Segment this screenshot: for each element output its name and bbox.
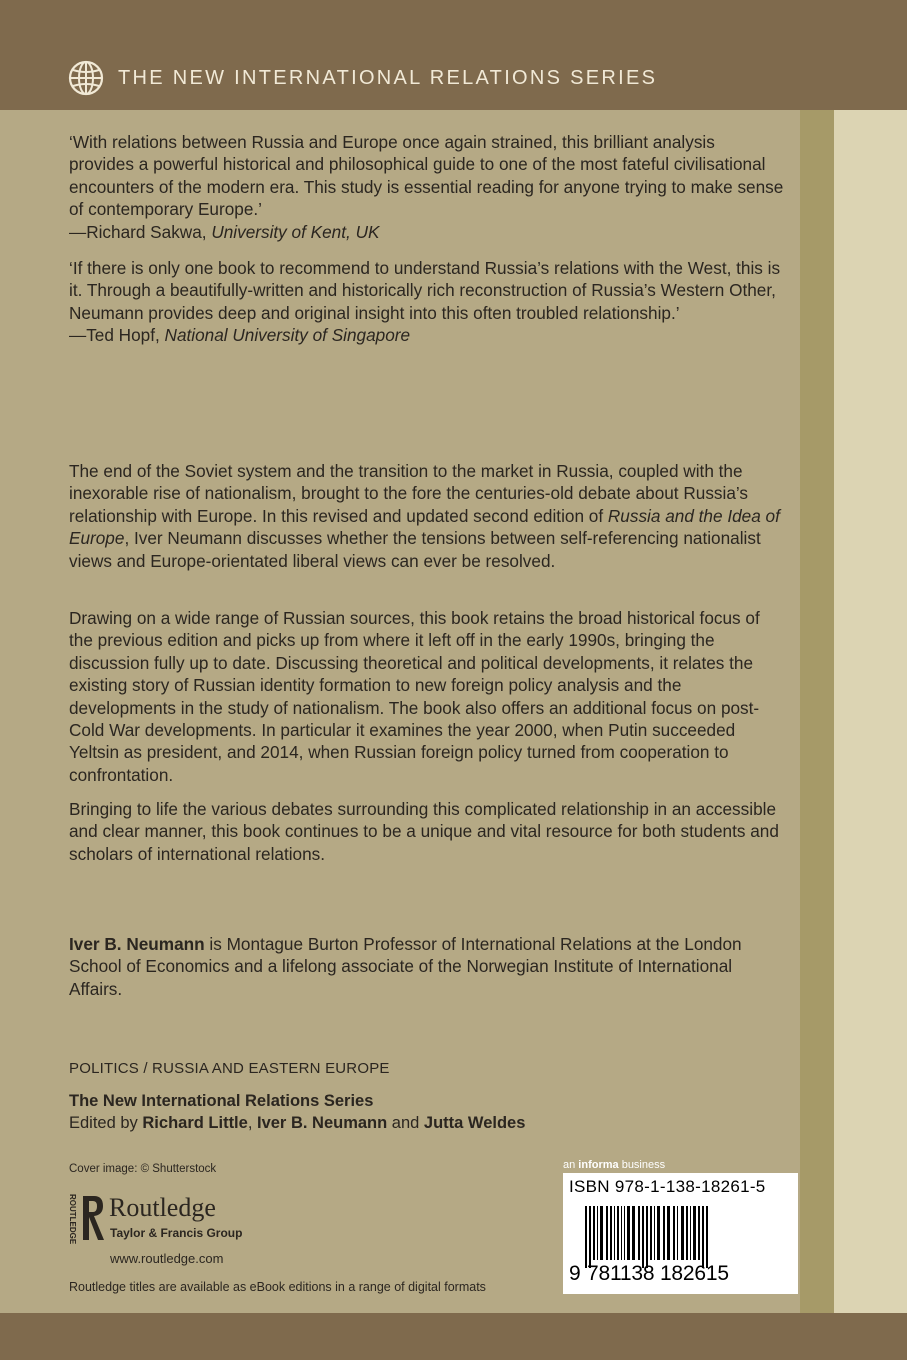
endorsement-affiliation: National University of Singapore	[164, 325, 411, 346]
barcode-bar	[677, 1206, 678, 1260]
barcode-bar	[589, 1206, 591, 1268]
bottom-band	[0, 1313, 907, 1360]
routledge-logo	[65, 1192, 265, 1248]
endorsement-affiliation: University of Kent, UK	[211, 221, 380, 242]
barcode-bar	[673, 1206, 675, 1260]
endorsement-quote: ‘If there is only one book to recommend to understand Russia’s relations with the West, this is it. Through a beautifully-written and historically rich reconstruction of Russia’s Western Other, Neumann provides deep and original insight into this often troubled relationship.’	[69, 258, 781, 323]
edited-by-label: Edited by	[69, 1114, 143, 1132]
barcode-bar	[600, 1206, 603, 1260]
description-paragraph-2	[69, 607, 784, 786]
book-title: Russia and the Idea of Europe	[69, 505, 780, 549]
series-name: The New International Relations Series	[69, 1092, 374, 1110]
editor-separator: and	[387, 1114, 424, 1132]
endorsement-quote: ‘With relations between Russia and Europe once again strained, this brilliant analysis provides a powerful historical and philosophical guide to one of the most fateful civilisational encounters of the modern era. This study is essential reading for anyone trying to make sense of contemporary Europe.’	[69, 132, 784, 220]
cover-image-credit: Cover image: © Shutterstock	[69, 1163, 217, 1175]
barcode-bar	[650, 1206, 652, 1260]
barcode-bar	[681, 1206, 684, 1260]
barcode-bar	[698, 1206, 700, 1260]
barcode-bar	[624, 1206, 625, 1260]
barcode-bar	[632, 1206, 635, 1260]
series-header	[68, 60, 657, 96]
routledge-vertical-mark: ROUTLEDGE	[68, 1194, 77, 1245]
endorsement-attribution	[69, 324, 784, 346]
description-paragraph-3	[69, 798, 784, 865]
description-text: Drawing on a wide range of Russian sources, this book retains the broad historical focus of the previous edition and picks up from where it left off in the early 1990s, bringing the discussion fully up to date. Discussing theoretical and political developments, it relates the existing story of Russian identity formation to new foreign policy analysis and the developments in the study of nationalism. The book also offers an additional focus on post-Cold War developments. In particular it examines the year 2000, when Putin succeeded Yeltsin as president, and 2014, when Russian foreign policy turned from cooperation to confrontation.	[69, 608, 760, 785]
endorsement-attribution	[69, 221, 784, 243]
endorsement-1	[69, 131, 784, 243]
editor-name: Richard Little	[142, 1114, 248, 1132]
barcode-bar	[667, 1206, 670, 1260]
barcode-bar	[706, 1206, 708, 1268]
barcode-bar	[585, 1206, 587, 1268]
description-text: , Iver Neumann discusses whether the tensions between self-referencing nationalist views and Europe-orientated liberal views can ever be resolved.	[69, 528, 761, 571]
barcode-digits: 781138 182615	[587, 1262, 729, 1285]
editor-name: Jutta Weldes	[423, 1114, 526, 1132]
globe-icon	[68, 60, 104, 96]
endorsement-author: —Richard Sakwa,	[69, 221, 212, 242]
publisher-name: Routledge	[109, 1193, 216, 1222]
description-text: Bringing to life the various debates surrounding this complicated relationship in an accessible and clear manner, this book continues to be a unique and vital resource for both students and scholars of international relations.	[69, 799, 779, 864]
ebook-note: Routledge titles are available as eBook editions in a range of digital formats	[69, 1280, 486, 1294]
description-paragraph-1	[69, 460, 784, 572]
barcode-bar	[686, 1206, 688, 1260]
series-editors	[69, 1114, 525, 1133]
barcode-bar	[638, 1206, 640, 1260]
barcode-bar	[621, 1206, 622, 1260]
endorsement-2	[69, 257, 784, 347]
subject-category: POLITICS / RUSSIA AND EASTERN EUROPE	[69, 1060, 390, 1077]
publisher-website[interactable]: www.routledge.com	[110, 1251, 224, 1266]
barcode-bar	[690, 1206, 691, 1260]
barcode-bar	[610, 1206, 612, 1260]
barcode-bar	[597, 1206, 598, 1260]
endorsement-author: —Ted Hopf,	[69, 325, 165, 346]
barcode-bar	[693, 1206, 696, 1260]
editor-separator: ,	[247, 1114, 257, 1132]
author-bio-text: is Montague Burton Professor of International Relations at the London School of Economics and a lifelong associate of the Norwegian Institute of International Affairs.	[69, 934, 742, 999]
editor-name: Iver B. Neumann	[257, 1114, 388, 1132]
publisher-group: Taylor & Francis Group	[110, 1226, 243, 1240]
barcode-bar	[663, 1206, 665, 1260]
barcode-bar	[617, 1206, 619, 1260]
barcode-bar	[593, 1206, 595, 1260]
routledge-r-icon	[80, 1194, 106, 1244]
barcode-bars	[585, 1206, 781, 1268]
barcode-bar	[627, 1206, 630, 1260]
author-name: Iver B. Neumann	[69, 934, 205, 954]
barcode-bar	[642, 1206, 644, 1268]
barcode-bar	[702, 1206, 704, 1268]
spine-stripe-light	[834, 110, 907, 1313]
barcode-bar	[614, 1206, 615, 1260]
series-title: THE NEW INTERNATIONAL RELATIONS SERIES	[118, 66, 658, 89]
author-bio	[69, 933, 784, 1000]
barcode-bar	[606, 1206, 608, 1260]
informa-tagline: an informa business	[563, 1159, 666, 1171]
barcode-bar	[654, 1206, 655, 1260]
barcode-lead-digit: 9	[569, 1262, 581, 1285]
description-text: The end of the Soviet system and the transition to the market in Russia, coupled with the inexorable rise of nationalism, brought to the fore the centuries-old debate about Russia’s relationship with Europe. In this revised and updated second edition of	[69, 461, 748, 526]
isbn-barcode	[563, 1173, 798, 1294]
isbn-label: ISBN 978-1-138-18261-5	[569, 1177, 766, 1196]
spine-stripe-dark	[800, 110, 834, 1313]
barcode-bar	[657, 1206, 660, 1260]
barcode-bar	[646, 1206, 648, 1268]
